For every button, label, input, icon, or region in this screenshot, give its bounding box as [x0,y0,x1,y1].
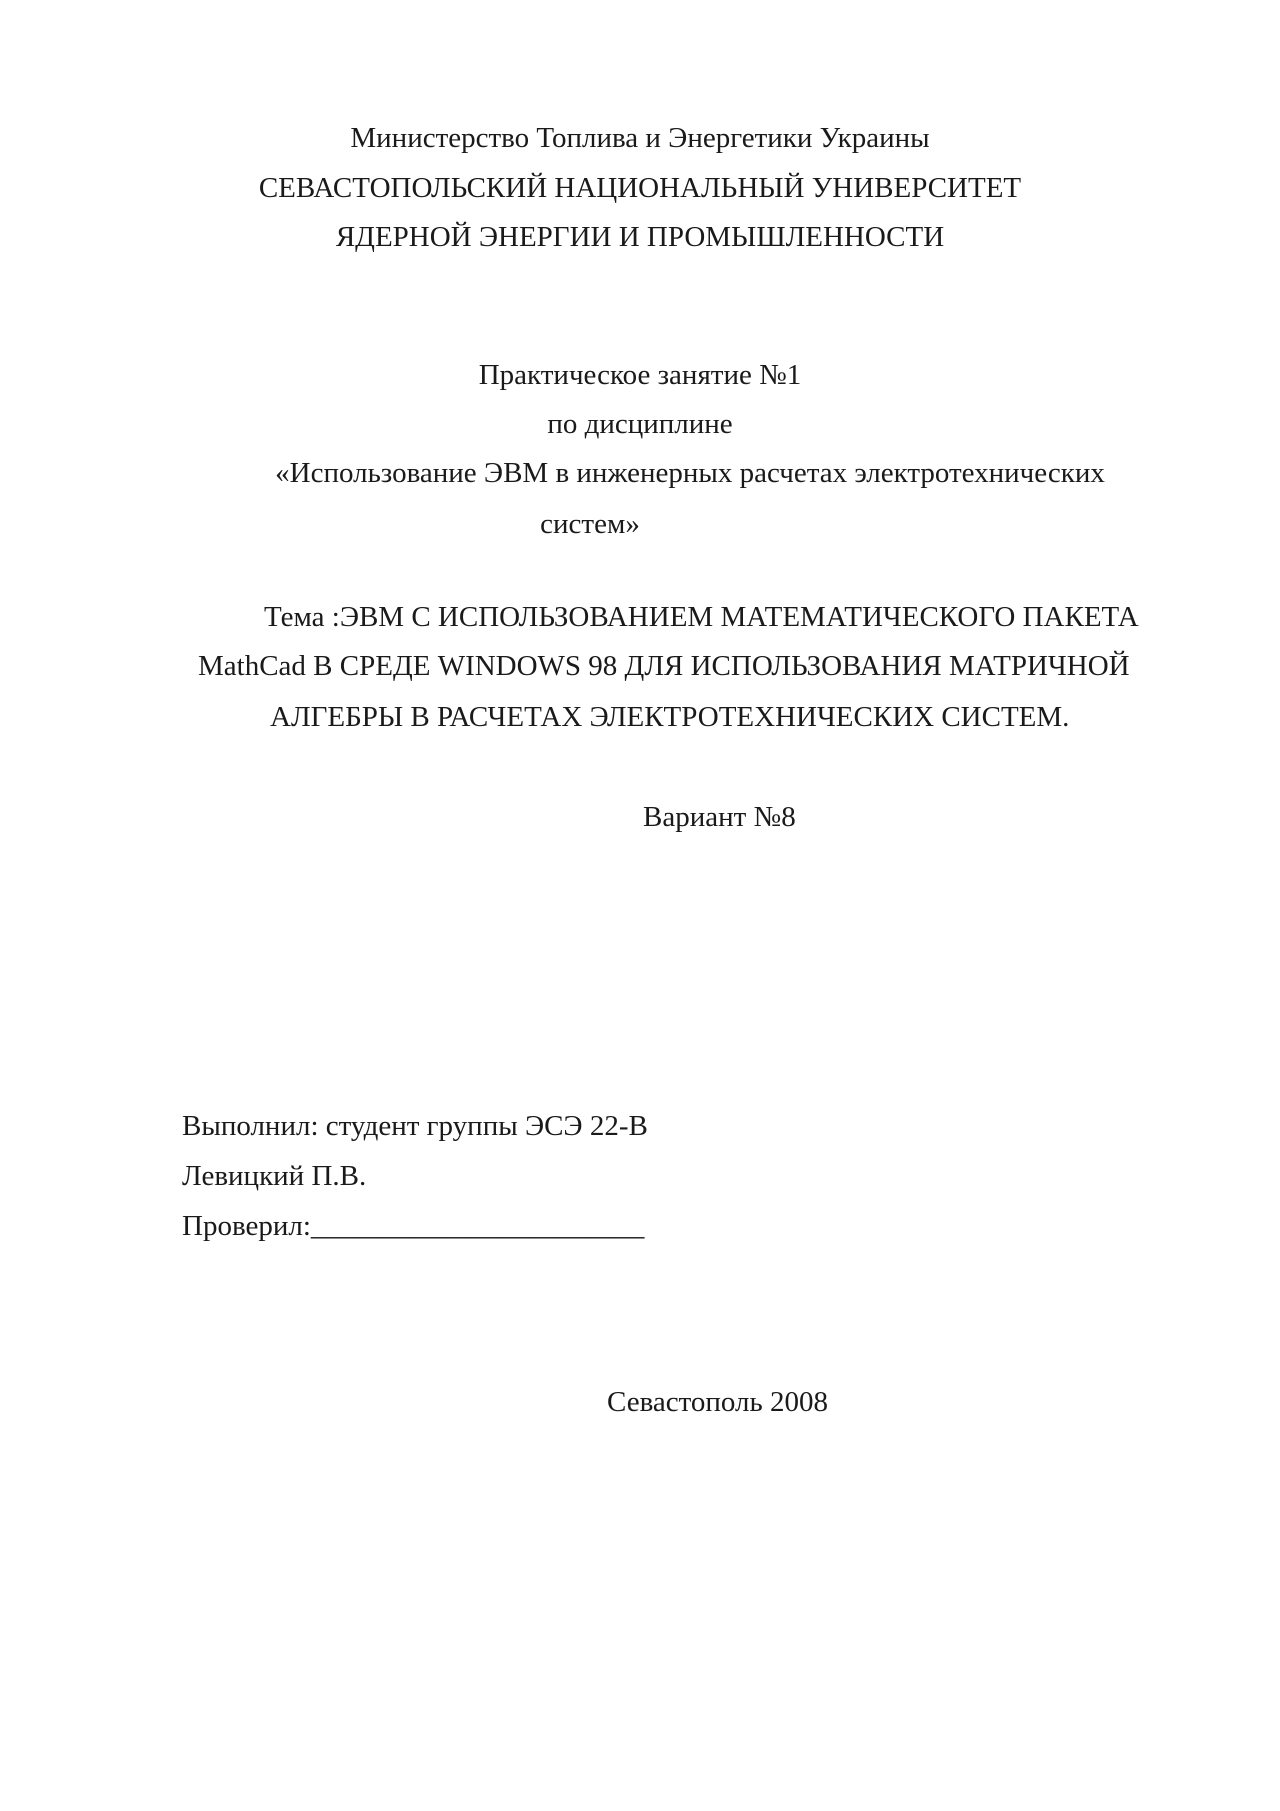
discipline-name-line-2: систем» [540,508,640,540]
topic-line-1: Тема :ЭВМ С ИСПОЛЬЗОВАНИЕМ МАТЕМАТИЧЕСКОГО ПАКЕТА [264,601,1139,633]
variant-number: Вариант №8 [643,801,796,833]
assignment-title: Практическое занятие №1 [478,359,802,391]
university-name-line-1: СЕВАСТОПОЛЬСКИЙ НАЦИОНАЛЬНЫЙ УНИВЕРСИТЕТ [258,172,1022,204]
performed-by-line: Выполнил: студент группы ЭСЭ 22-В [182,1110,648,1142]
city-year: Севастополь 2008 [607,1386,828,1418]
discipline-label: по дисциплине [547,408,733,440]
topic-line-3: АЛГЕБРЫ В РАСЧЕТАХ ЭЛЕКТРОТЕХНИЧЕСКИХ СИСТЕМ. [270,701,1070,733]
discipline-name-line-1: «Использование ЭВМ в инженерных расчетах электротехнических [275,457,1105,489]
topic-line-2: MathCad В СРЕДЕ WINDOWS 98 ДЛЯ ИСПОЛЬЗОВАНИЯ МАТРИЧНОЙ [198,650,1130,682]
checked-by-line: Проверил:_______________________ [182,1210,645,1242]
student-name: Левицкий П.В. [182,1160,367,1192]
university-name-line-2: ЯДЕРНОЙ ЭНЕРГИИ И ПРОМЫШЛЕННОСТИ [335,221,945,253]
ministry-line: Министерство Топлива и Энергетики Украины [350,122,930,154]
